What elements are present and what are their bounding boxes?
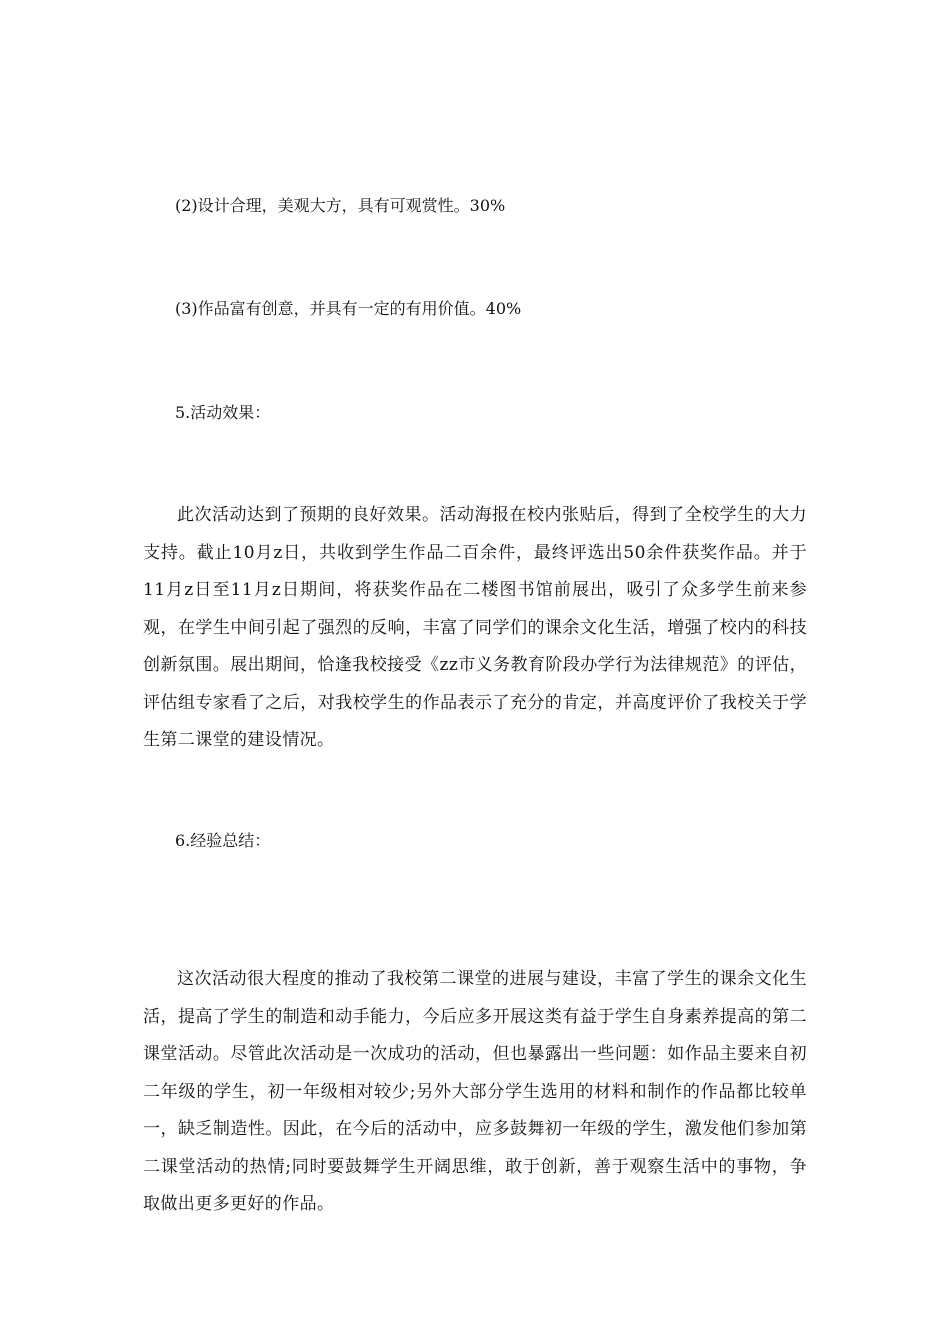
section-6-paragraph: 这次活动很大程度的推动了我校第二课堂的进展与建设，丰富了学生的课余文化生活，提高了学生的制造和动手能力，今后应多开展这类有益于学生自身素养提高的第二课堂活动。尽管此次活动是一次成功的活动，但也暴露出一些问题：如作品主要来自初二年级的学生，初一年级相对较少;另外大部分学生选用的材料和制作的作品都比较单一，缺乏制造性。因此，在今后的活动中，应多鼓舞初一年级的学生，激发他们参加第二课堂活动的热情;同时要鼓舞学生开阔思维，敢于创新，善于观察生活中的事物，争取做出更多更好的作品。 bbox=[143, 969, 807, 1214]
criterion-item-2: (2)设计合理，美观大方，具有可观赏性。30% bbox=[175, 196, 506, 215]
criterion-item-3: (3)作品富有创意，并具有一定的有用价值。40% bbox=[175, 299, 522, 318]
section-5-heading: 5.活动效果： bbox=[175, 403, 271, 422]
section-6-heading: 6.经验总结： bbox=[175, 831, 271, 850]
section-5-paragraph: 此次活动达到了预期的良好效果。活动海报在校内张贴后，得到了全校学生的大力支持。截止10月z日，共收到学生作品二百余件，最终评选出50余件获奖作品。并于11月z日至11月z日期间，将获奖作品在二楼图书馆前展出，吸引了众多学生前来参观，在学生中间引起了强烈的反响，丰富了同学们的课余文化生活，增强了校内的科技创新氛围。展出期间，恰逢我校接受《zz市义务教育阶段办学行为法律规范》的评估，评估组专家看了之后，对我校学生的作品表示了充分的肯定，并高度评价了我校关于学生第二课堂的建设情况。 bbox=[143, 505, 807, 750]
